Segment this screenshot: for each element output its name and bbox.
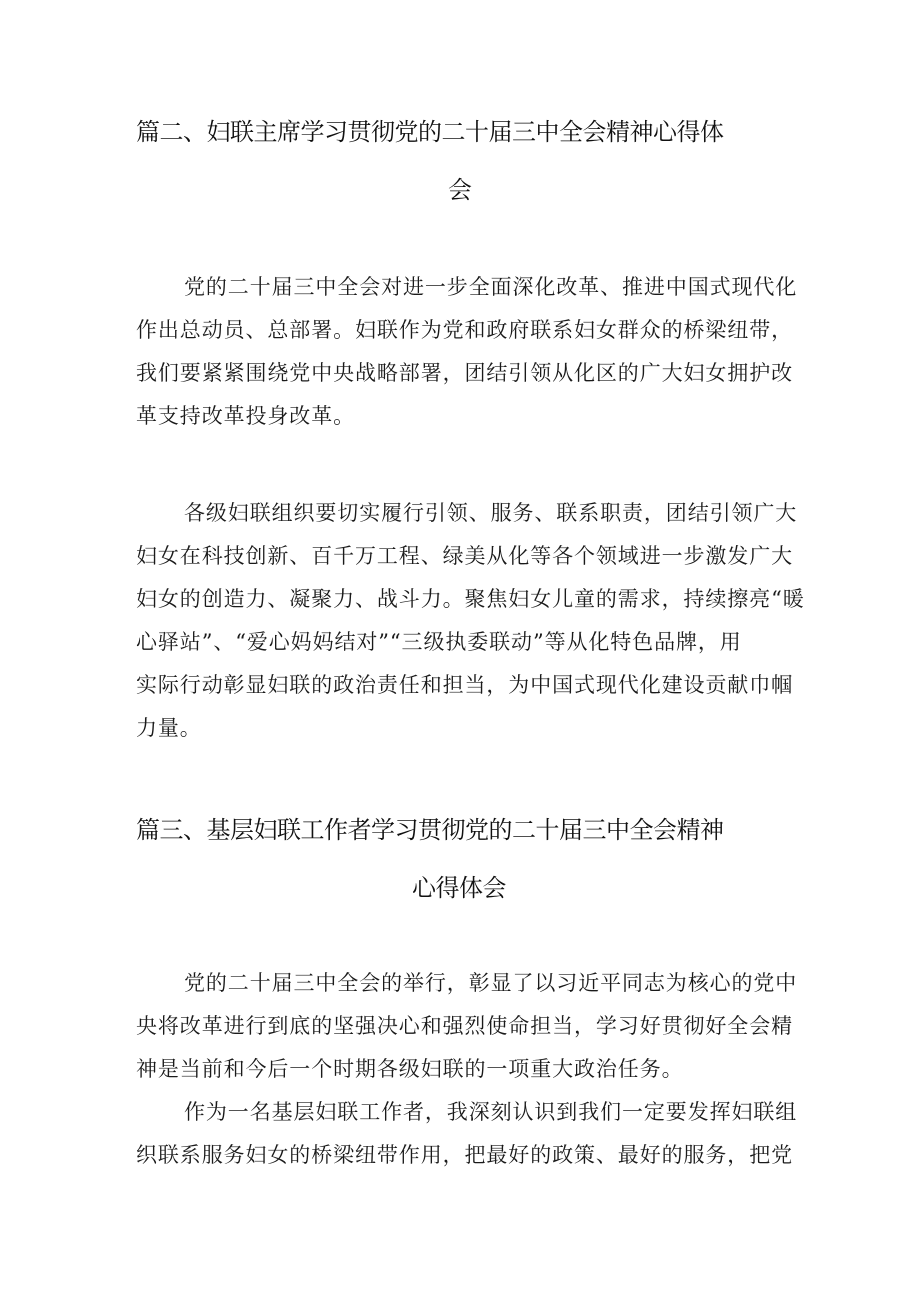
- section-3-title-line-1: 篇三、基层妇联工作者学习贯彻党的二十届三中全会精神: [136, 816, 724, 844]
- section-3-title-line-2: 心得体会: [412, 874, 506, 902]
- section-3-paragraph-2: [136, 1091, 796, 1177]
- paragraph-line: 作出总动员、总部署。妇联作为党和政府联系妇女群众的桥梁纽带，: [136, 318, 793, 342]
- paragraph-line: 心驿站”、“爱心妈妈结对”“三级执委联动”等从化特色品牌，用: [136, 630, 742, 654]
- paragraph-line: 妇女在科技创新、百千万工程、绿美从化等各个领域进一步激发广大: [136, 544, 793, 568]
- paragraph-line: 党的二十届三中全会的举行，彰显了以习近平同志为核心的党中: [184, 971, 798, 995]
- paragraph-line: 党的二十届三中全会对进一步全面深化改革、推进中国式现代化: [184, 275, 798, 299]
- paragraph-line: 妇女的创造力、凝聚力、战斗力。聚焦妇女儿童的需求，持续擦亮“暖: [136, 587, 805, 611]
- paragraph-line: 织联系服务妇女的桥梁纽带作用，把最好的政策、最好的服务，把党: [136, 1143, 793, 1167]
- section-2-paragraph-1: [136, 266, 796, 438]
- paragraph-line: 央将改革进行到底的坚强决心和强烈使命担当，学习好贯彻好全会精: [136, 1014, 793, 1038]
- paragraph-line: 各级妇联组织要切实履行引领、服务、联系职责，团结引领广大: [184, 501, 798, 525]
- section-2-paragraph-2: [136, 492, 805, 750]
- paragraph-line: 力量。: [136, 716, 202, 740]
- paragraph-line: 革支持改革投身改革。: [136, 404, 355, 428]
- section-2-title-line-2: 会: [448, 176, 472, 204]
- section-2-title-line-1: 篇二、妇联主席学习贯彻党的二十届三中全会精神心得体: [136, 118, 724, 146]
- paragraph-line: 实际行动彰显妇联的政治责任和担当，为中国式现代化建设贡献巾帼: [136, 673, 793, 697]
- paragraph-line: 神是当前和今后一个时期各级妇联的一项重大政治任务。: [136, 1057, 684, 1081]
- section-3-paragraph-1: [136, 962, 796, 1091]
- paragraph-line: 作为一名基层妇联工作者，我深刻认识到我们一定要发挥妇联组: [184, 1100, 798, 1124]
- paragraph-line: 我们要紧紧围绕党中央战略部署，团结引领从化区的广大妇女拥护改: [136, 361, 793, 385]
